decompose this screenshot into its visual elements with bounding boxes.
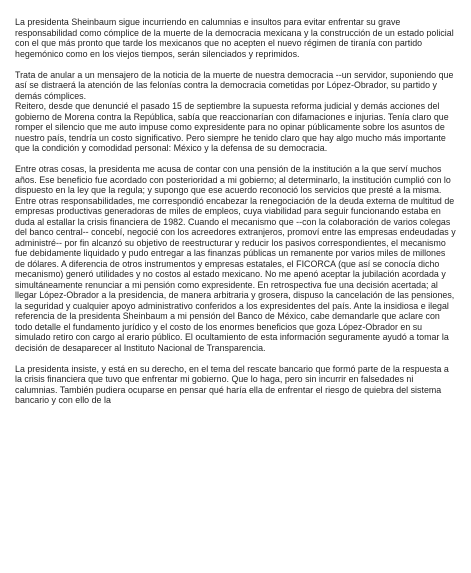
paragraph-bank-rescue: La presidenta insiste, y está en su derecho, en el tema del rescate bancario que formó parte de la respuesta a la crisis financiera que tuvo que enfrentar mi gobierno. Que lo haga, pero sin incurrir en falsedades ni calumnias. También pudiera ocuparse en pensar qué haría ella de enfrentar el riesgo de quiebra del sistema bancario y con ello de la	[15, 363, 449, 405]
paragraph-pension: Entre otras cosas, la presidenta me acusa de contar con una pensión de la institución a la que serví muchos años. Ese beneficio fue acordado con posterioridad a mi gobierno; al determinarlo, la institución cumplió con lo dispuesto en la ley que la regula; y supongo que ese acuerdo reconoció los servicios que presté a la misma. Entre otras responsabilidades, me correspondió encabezar la renegociación de la deuda externa de multitud de empresas productivas generadoras de miles de empleos, cuya viabilidad para seguir funcionando estaba en duda al estallar la crisis financiera de 1982. Cuando el mecanismo que --con la colaboración de varios colegas del banco central-- concebí, negocié con los acreedores extranjeros, promoví entre las empresas endeudadas y administré-- por fin alcanzó su objetivo de reestructurar y reducir los pasivos correspondientes, el mecanismo fue debidamente liquidado y pudo entregar a las finanzas públicas un remanente por varios miles de millones de dólares. A diferencia de otros instrumentos y empresas estatales, el FICORCA (que así se conocía dicho mecanismo) generó utilidades y no costos al estado mexicano. No me apenó aceptar la jubilación acordada y simultáneamente renunciar a mi pensión como expresidente. En retrospectiva fue una decisión acertada; al llegar López-Obrador a la presidencia, de manera arbitraria y grosera, dispuso la cancelación de las pensiones, la seguridad y cualquier apoyo administrativo conferidos a los expresidentes del país. Ante la insidiosa e ilegal referencia de la presidenta Sheinbaum a mi pensión del Banco de México, cabe demandarle que aclare con todo detalle el fundamento jurídico y el costo de los enormes beneficios que goza López-Obrador en su simulado retiro con cargo al erario público. El ocultamiento de esta información seguramente ayudó a tomar la decisión de desaparecer al Instituto Nacional de Transparencia.	[15, 164, 456, 353]
paragraph-messenger: Trata de anular a un mensajero de la noticia de la muerte de nuestra democracia --un servidor, suponiendo que así se distraerá la atención de las felonías contra la democracia cometidas por López-Obrador, su partido y demás cómplices.	[15, 69, 454, 101]
paragraph-accusation: La presidenta Sheinbaum sigue incurriendo en calumnias e insultos para evitar enfrentar su grave responsabilidad como cómplice de la muerte de la democracia mexicana y la construcción de un estado policial con el que más pronto que tarde los mexicanos que no acepten el nuevo régimen de tiranía con partido hegemónico como en los viejos tiempos, serán silenciados y reprimidos.	[15, 17, 454, 59]
statement-document	[15, 17, 456, 406]
paragraph-reiteration: Reitero, desde que denuncié el pasado 15 de septiembre la supuesta reforma judicial y demás acciones del gobierno de Morena contra la República, sabía que reaccionarían con difamaciones e injurias. Tenía claro que romper el silencio que me auto impuse como expresidente para no opinar públicamente sobre los asuntos de nuestro país, tendría un costo significativo. Pero siempre he tenido claro que hay algo mucho más importante que la condición y comodidad personal: México y la defensa de su democracia.	[15, 101, 449, 153]
